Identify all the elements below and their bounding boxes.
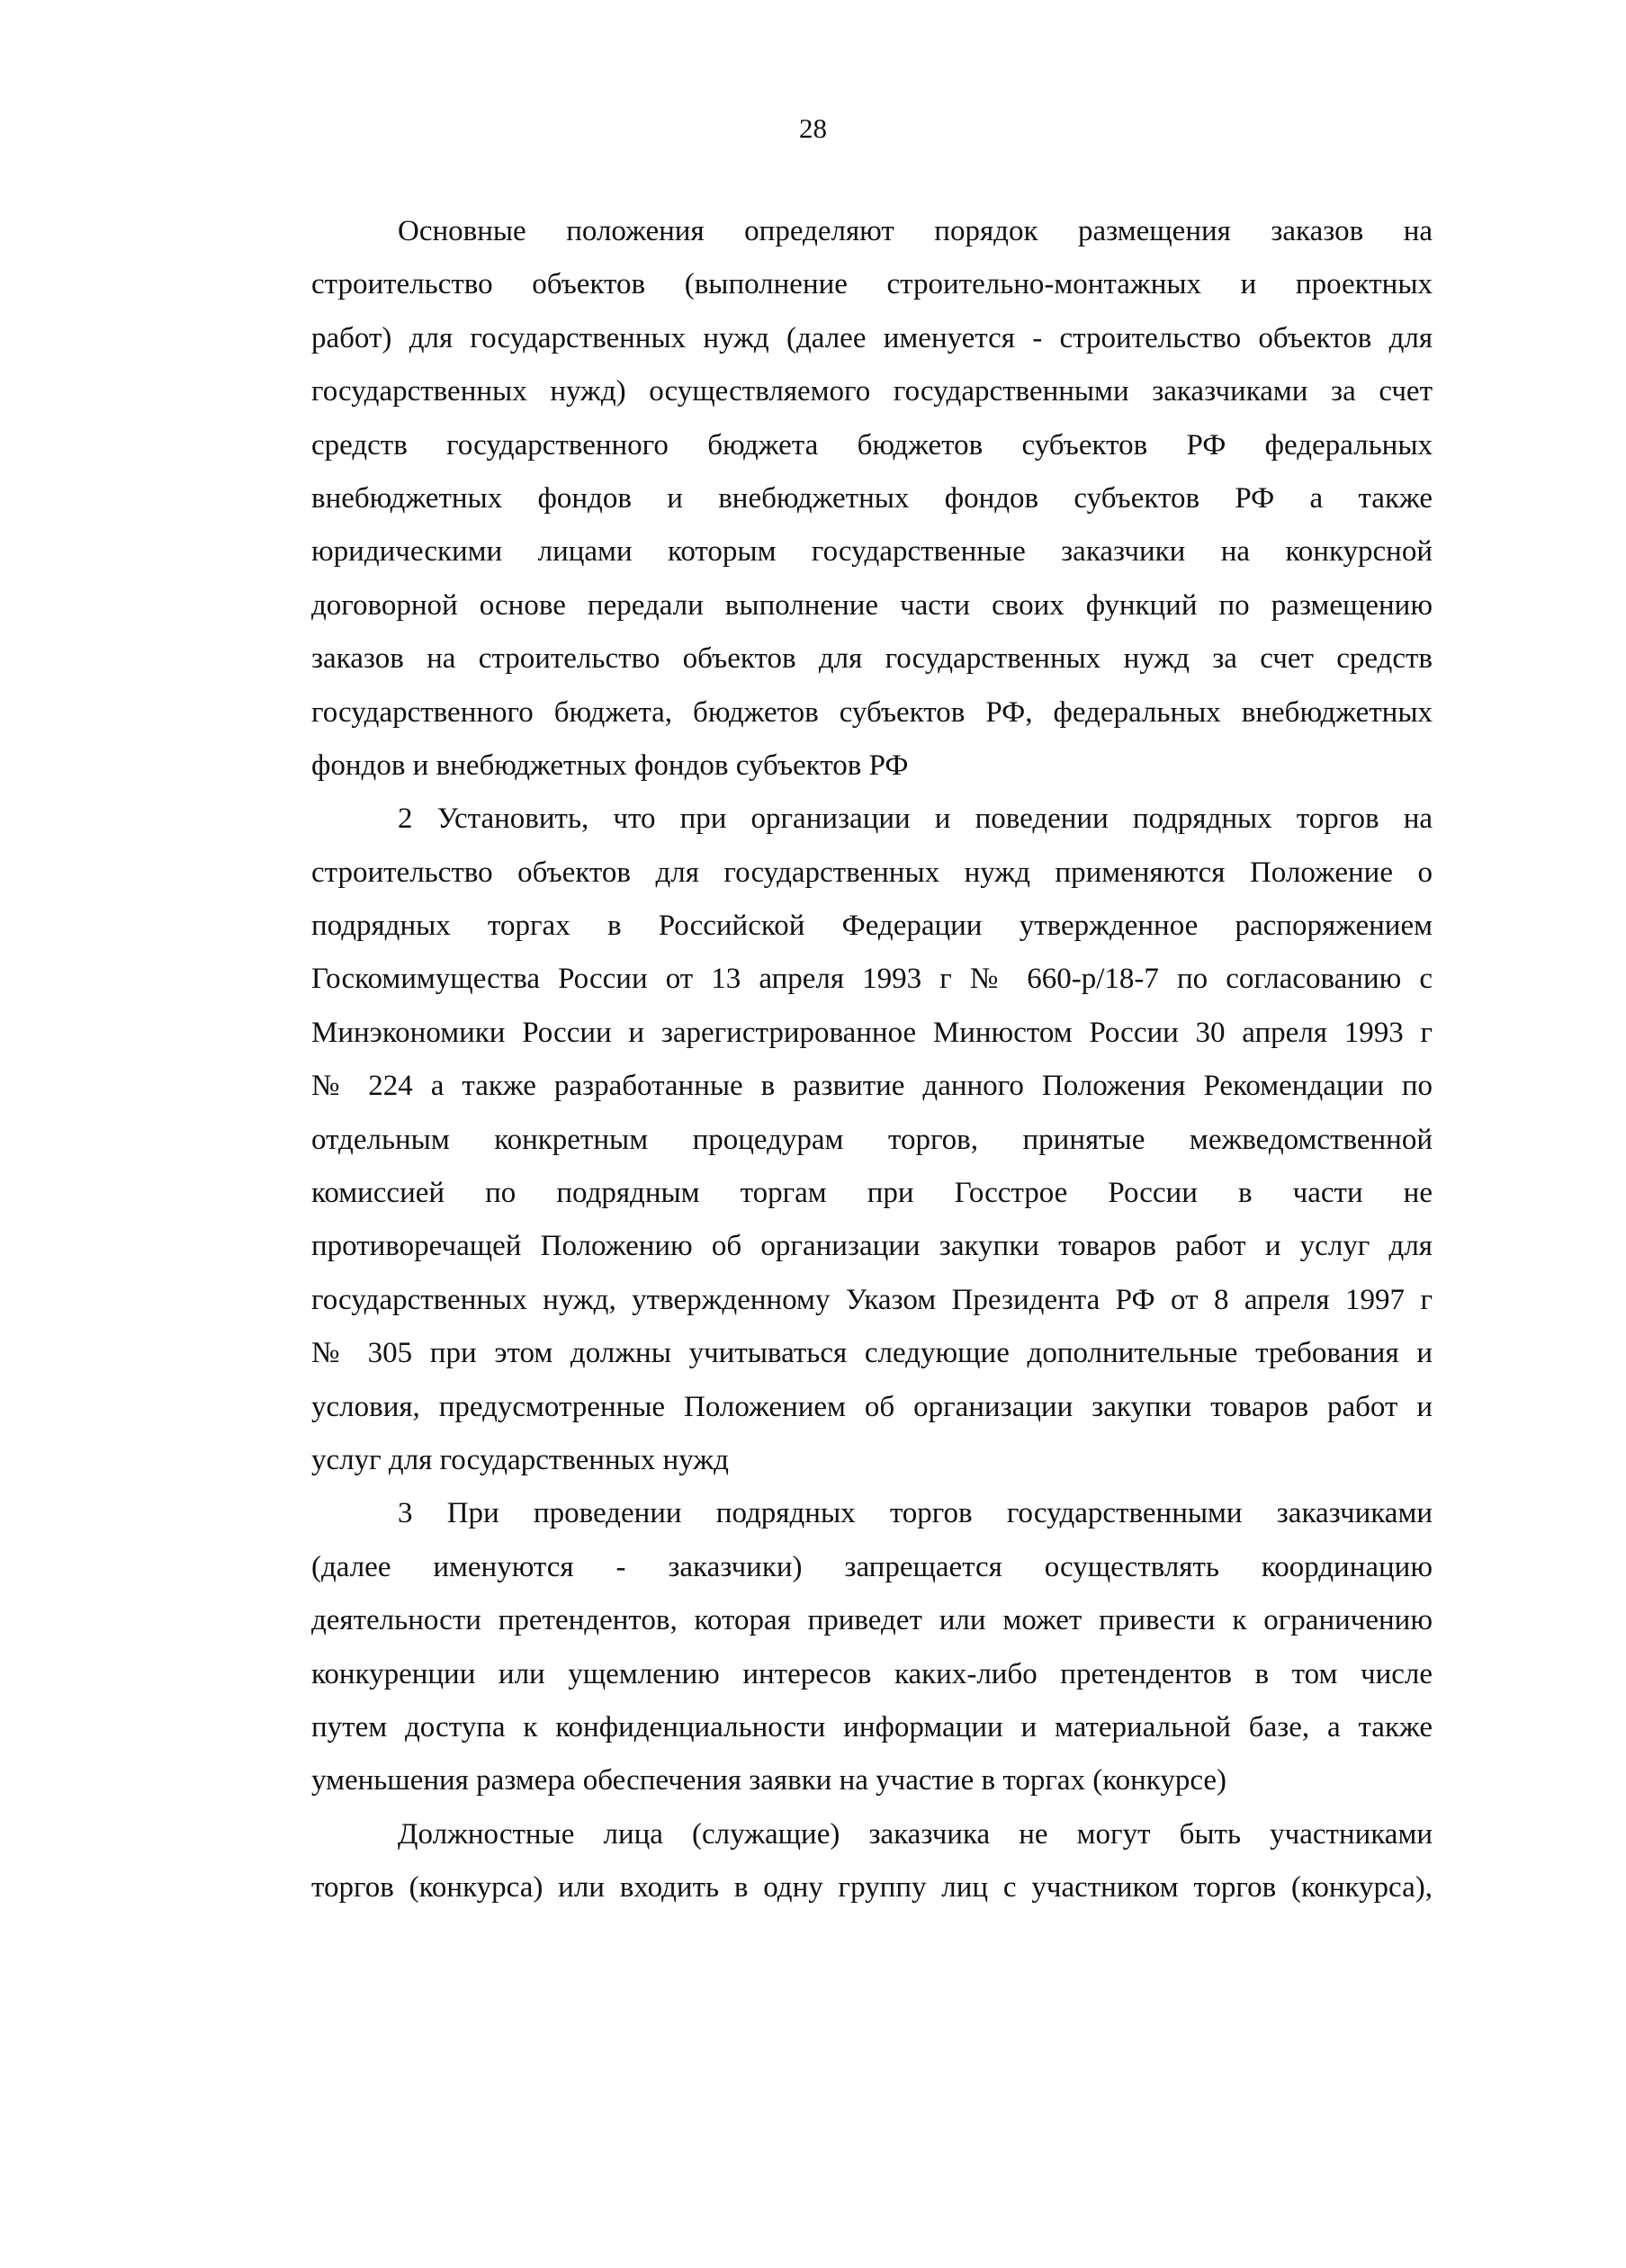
text-line: Основные положения определяют порядок размещения заказов на xyxy=(398,215,1433,247)
text-line: торгов (конкурса) или входить в одну группу лиц с участником торгов (конкурса), xyxy=(311,1871,1433,1905)
text-line: строительство объектов для государственных нужд применяются Положение о xyxy=(311,856,1433,889)
text-line: подрядных торгах в Российской Федерации утвержденное распоряжением xyxy=(311,910,1433,943)
text-line: уменьшения размера обеспечения заявки на участие в торгах (конкурсе) xyxy=(311,1764,1227,1797)
text-line: условия, предусмотренные Положением об организации закупки товаров работ и xyxy=(311,1390,1433,1423)
text-line: юридическими лицами которым государственные заказчики на конкурсной xyxy=(311,535,1433,569)
text-line: договорной основе передали выполнение части своих функций по размещению xyxy=(311,588,1433,622)
text-line: № 305 при этом должны учитываться следующие дополнительные требования и xyxy=(311,1337,1433,1370)
text-line: государственных нужд, утвержденному Указом Президента РФ от 8 апреля 1997 г xyxy=(311,1283,1433,1316)
text-line: (далее именуются - заказчики) запрещается осуществлять координацию xyxy=(311,1550,1433,1583)
text-line: услуг для государственных нужд xyxy=(311,1443,729,1476)
text-line: № 224 а также разработанные в развитие данного Положения Рекомендации по xyxy=(311,1070,1433,1103)
page-number: 28 xyxy=(799,112,827,144)
text-line: фондов и внебюджетных фондов субъектов РФ xyxy=(311,749,909,782)
text-line: заказов на строительство объектов для государственных нужд за счет средств xyxy=(311,642,1433,676)
text-line: Минэкономики России и зарегистрированное Минюстом России 30 апреля 1993 г xyxy=(311,1016,1433,1049)
text-line: путем доступа к конфиденциальности информации и материальной базе, а также xyxy=(311,1710,1433,1744)
text-line: строительство объектов (выполнение строительно-монтажных и проектных xyxy=(311,268,1433,301)
text-line: государственного бюджета, бюджетов субъектов РФ, федеральных внебюджетных xyxy=(311,695,1433,729)
text-line: отдельным конкретным процедурам торгов, принятые межведомственной xyxy=(311,1123,1433,1156)
text-line: противоречащей Положению об организации закупки товаров работ и услуг для xyxy=(311,1230,1433,1263)
text-line: конкуренции или ущемлению интересов каких-либо претендентов в том числе xyxy=(311,1657,1433,1690)
text-line: деятельности претендентов, которая приведет или может привести к ограничению xyxy=(311,1604,1433,1637)
text-line: Должностные лица (служащие) заказчика не могут быть участниками xyxy=(398,1817,1433,1851)
text-line: 2 Установить, что при организации и поведении подрядных торгов на xyxy=(398,802,1433,836)
text-line: внебюджетных фондов и внебюджетных фондов субъектов РФ а также xyxy=(311,481,1433,515)
body-text xyxy=(311,205,1433,1915)
text-line: средств государственного бюджета бюджетов субъектов РФ федеральных xyxy=(311,428,1433,462)
text-line: Госкомимущества России от 13 апреля 1993 г № 660-р/18-7 по согласованию с xyxy=(311,963,1433,996)
text-line: работ) для государственных нужд (далее именуется - строительство объектов для xyxy=(311,321,1433,354)
text-line: 3 При проведении подрядных торгов государственными заказчиками xyxy=(398,1497,1433,1530)
text-line: государственных нужд) осуществляемого государственными заказчиками за счет xyxy=(311,375,1433,408)
text-line: комиссией по подрядным торгам при Госстрое России в части не xyxy=(311,1177,1433,1210)
